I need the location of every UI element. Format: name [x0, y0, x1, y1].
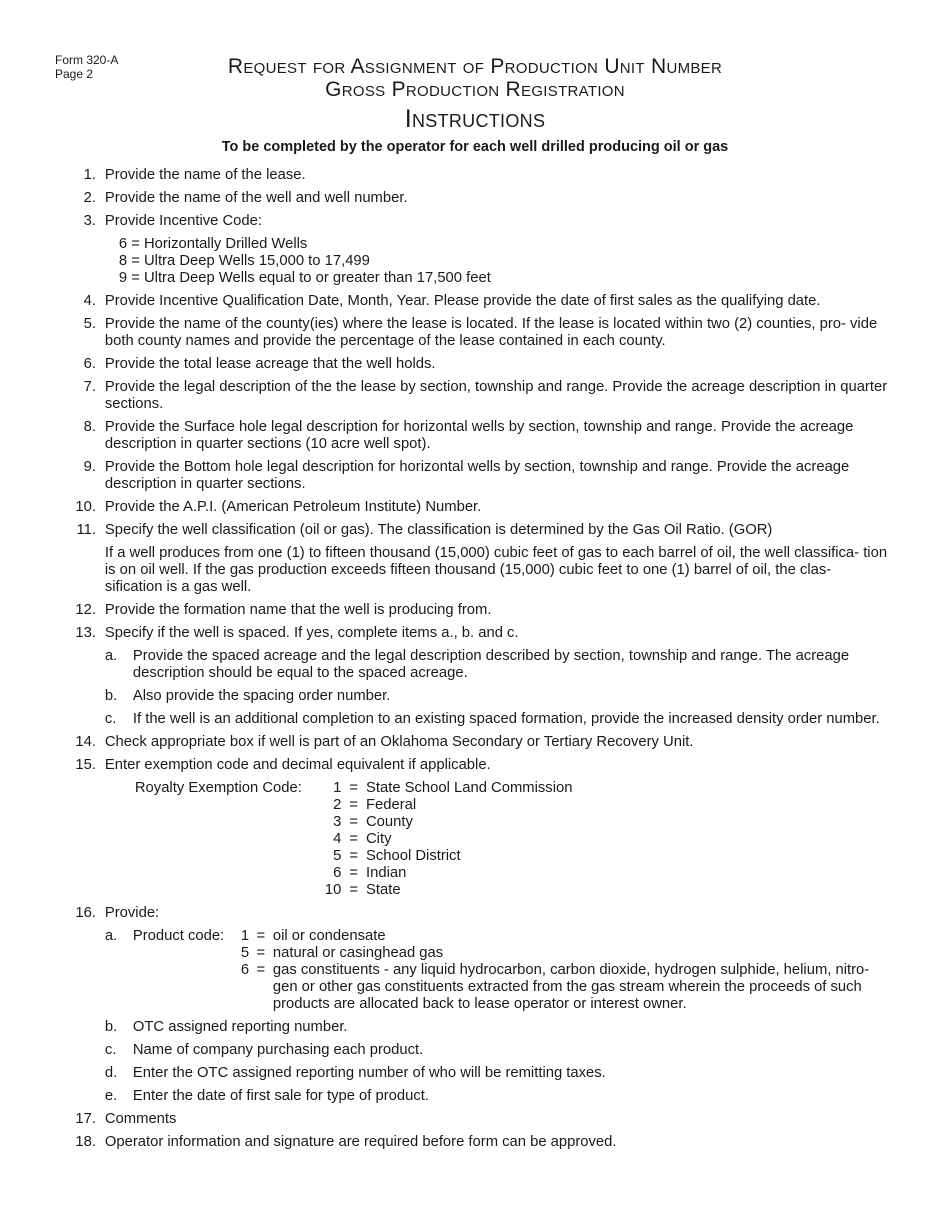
code-number: 5	[333, 848, 342, 864]
sub-item-c	[105, 711, 892, 728]
sub-letter: c.	[104, 711, 117, 727]
incentive-codes	[119, 236, 892, 287]
table-row	[325, 797, 573, 814]
code-number: 3	[333, 814, 342, 830]
instruction-1	[62, 167, 892, 184]
code-number: 1	[333, 780, 342, 796]
code-description: natural or casinghead gas	[272, 945, 444, 961]
code-description: State School Land Commission	[366, 780, 573, 796]
sub-text: Enter the OTC assigned reporting number of who will be remitting taxes.	[132, 1065, 606, 1081]
item-text: Provide the Bottom hole legal description for horizontal wells by section, township and range. Provide the acreage description in quarter sections.	[104, 459, 850, 492]
item-number: 14.	[75, 734, 96, 750]
code-number: 10	[324, 882, 342, 898]
sub-letter: a.	[104, 648, 118, 664]
table-row	[325, 865, 573, 882]
code-description: Federal	[366, 797, 417, 813]
equals: =	[349, 848, 358, 864]
table-row	[325, 848, 573, 865]
code-number: 5	[240, 945, 250, 961]
incentive-code: 6 = Horizontally Drilled Wells	[118, 236, 308, 252]
item-number: 12.	[75, 602, 96, 618]
item-text: Provide Incentive Code:	[104, 213, 262, 229]
sub-text: Name of company purchasing each product.	[132, 1042, 424, 1058]
item-text: Provide the name of the well and well number.	[104, 190, 408, 206]
product-code-row	[241, 945, 892, 962]
item-number: 2.	[83, 190, 96, 206]
item-text: Specify the well classification (oil or gas). The classification is determined by the Gas Oil Ratio. (GOR)	[104, 522, 773, 538]
product-code-label: Product code:	[132, 928, 225, 944]
product-code-row	[241, 962, 892, 1013]
sub-item-b	[105, 1019, 892, 1036]
sub-item-c	[105, 1042, 892, 1059]
section-title: Instructions	[404, 105, 546, 133]
instruction-4	[62, 293, 892, 310]
table-row	[325, 882, 573, 899]
instruction-16	[62, 905, 892, 1105]
instruction-18	[62, 1134, 892, 1151]
item-number: 18.	[75, 1134, 96, 1150]
equals: =	[349, 797, 358, 813]
sub-item-e	[105, 1088, 892, 1105]
sub-text: OTC assigned reporting number.	[132, 1019, 348, 1035]
instruction-3	[62, 213, 892, 287]
table-row	[325, 814, 573, 831]
royalty-exemption-codes	[135, 780, 892, 899]
equals: =	[256, 962, 266, 978]
item-text: Operator information and signature are required before form can be approved.	[104, 1134, 617, 1150]
item-text: Provide the formation name that the well is producing from.	[104, 602, 492, 618]
code-number: 6	[240, 962, 250, 978]
item-number: 17.	[75, 1111, 96, 1127]
instruction-13	[62, 625, 892, 728]
sub-item-a	[105, 928, 892, 1013]
code-description: State	[366, 882, 401, 898]
code-number: 2	[333, 797, 342, 813]
item-number: 11.	[76, 522, 96, 538]
sub-item-a	[105, 648, 892, 682]
table-row	[325, 831, 573, 848]
code-description: City	[366, 831, 392, 847]
item-number: 7.	[83, 379, 96, 395]
equals: =	[349, 780, 358, 796]
item-number: 16.	[75, 905, 96, 921]
code-description: County	[366, 814, 413, 830]
item-text: Provide Incentive Qualification Date, Month, Year. Please provide the date of first sales as the qualifying date.	[104, 293, 821, 309]
code-description: gas constituents - any liquid hydrocarbon, carbon dioxide, hydrogen sulphide, helium, nitro- gen or other gas constituents extracted from the gas stream wherein the proceeds of such products are allocated back to lease operator or interest owner.	[272, 962, 870, 1012]
instructions-list	[62, 167, 892, 1157]
sub-item-d	[105, 1065, 892, 1082]
code-number: 6	[333, 865, 342, 881]
sub-item-b	[105, 688, 892, 705]
page-number: Page 2	[55, 67, 94, 81]
sub-text: Provide the spaced acreage and the legal description described by section, township and range. The acreage description should be equal to the spaced acreage.	[132, 648, 850, 681]
code-description: oil or condensate	[272, 928, 386, 944]
code-number: 4	[333, 831, 342, 847]
item-number: 10.	[75, 499, 96, 515]
sub-letter: c.	[104, 1042, 117, 1058]
royalty-code-table	[325, 780, 573, 899]
code-description: Indian	[366, 865, 407, 881]
product-codes	[241, 928, 892, 1013]
subtitle: To be completed by the operator for each well drilled producing oil or gas	[221, 139, 729, 155]
item-text: Provide the Surface hole legal description for horizontal wells by section, township and range. Provide the acreage description in quarter sections (10 acre well spot).	[104, 419, 854, 452]
item-text: Provide the legal description of the the lease by section, township and range. Provide the acreage description in quarter sections.	[104, 379, 888, 412]
item-number: 1.	[83, 167, 96, 183]
sub-text: If the well is an additional completion to an existing spaced formation, provide the increased density order number.	[132, 711, 880, 727]
equals: =	[349, 814, 358, 830]
table-row	[325, 780, 573, 797]
instruction-17	[62, 1111, 892, 1128]
code-description: School District	[366, 848, 461, 864]
equals: =	[256, 945, 266, 961]
item-number: 9.	[83, 459, 96, 475]
sub-text: Also provide the spacing order number.	[132, 688, 391, 704]
item-number: 15.	[75, 757, 96, 773]
item-text: Enter exemption code and decimal equivalent if applicable.	[104, 757, 491, 773]
equals: =	[349, 865, 358, 881]
item-text: Provide the total lease acreage that the well holds.	[104, 356, 436, 372]
code-number: 1	[240, 928, 250, 944]
item-number: 8.	[83, 419, 96, 435]
instruction-11	[62, 522, 892, 596]
sub-letter: b.	[104, 1019, 118, 1035]
sub-letter: e.	[104, 1088, 118, 1104]
equals: =	[349, 831, 358, 847]
item-text: Check appropriate box if well is part of an Oklahoma Secondary or Tertiary Recovery Unit.	[104, 734, 694, 750]
royalty-label: Royalty Exemption Code:	[134, 780, 302, 796]
title-line-2: Gross Production Registration	[325, 78, 625, 101]
instruction-2	[62, 190, 892, 207]
instruction-12	[62, 602, 892, 619]
instruction-6	[62, 356, 892, 373]
instruction-15	[62, 757, 892, 899]
instruction-8	[62, 419, 892, 453]
item-text: Provide the name of the lease.	[104, 167, 306, 183]
item-number: 6.	[83, 356, 96, 372]
gor-explanation: If a well produces from one (1) to fifteen thousand (15,000) cubic feet of gas to each barrel of oil, the well classifica- tion is on oil well. If the gas production exceeds fifteen thousand (15,000) cubic feet to one (1) barrel of oil, the clas- sification is a gas well.	[104, 545, 888, 595]
sub-text: Enter the date of first sale for type of product.	[132, 1088, 429, 1104]
sub-letter: b.	[104, 688, 118, 704]
item-text: Provide:	[104, 905, 160, 921]
title-line-1: Request for Assignment of Production Unit Number	[227, 55, 723, 78]
instruction-10	[62, 499, 892, 516]
equals: =	[256, 928, 266, 944]
instruction-7	[62, 379, 892, 413]
item-text: Specify if the well is spaced. If yes, complete items a., b. and c.	[104, 625, 519, 641]
item-text: Comments	[104, 1111, 177, 1127]
instruction-9	[62, 459, 892, 493]
incentive-code: 9 = Ultra Deep Wells equal to or greater than 17,500 feet	[118, 270, 491, 286]
item-number: 4.	[83, 293, 96, 309]
instruction-5	[62, 316, 892, 350]
equals: =	[349, 882, 358, 898]
incentive-code: 8 = Ultra Deep Wells 15,000 to 17,499	[118, 253, 370, 269]
sub-letter: d.	[104, 1065, 118, 1081]
sub-letter: a.	[104, 928, 118, 944]
item-number: 13.	[75, 625, 96, 641]
form-number: Form 320-A	[55, 53, 119, 67]
item-text: Provide the name of the county(ies) where the lease is located. If the lease is located within two (2) counties, pro- vide both county names and provide the percentage of the lease contained in each county.	[104, 316, 878, 349]
instruction-14	[62, 734, 892, 751]
product-code-row	[241, 928, 892, 945]
item-number: 3.	[83, 213, 96, 229]
item-text: Provide the A.P.I. (American Petroleum Institute) Number.	[104, 499, 482, 515]
item-number: 5.	[83, 316, 96, 332]
